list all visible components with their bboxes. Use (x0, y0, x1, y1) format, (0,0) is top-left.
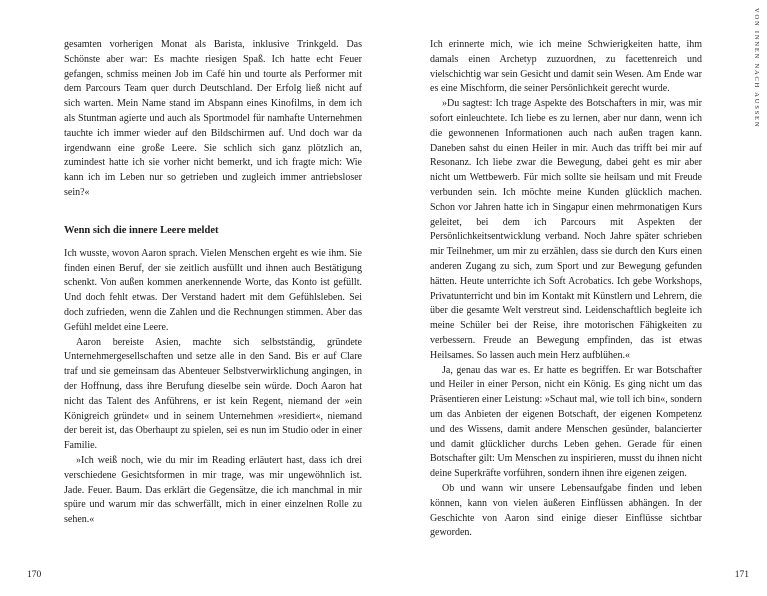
running-header: VON INNEN NACH AUSSEN (753, 8, 760, 129)
left-paragraph-1: Ich wusste, wovon Aaron sprach. Vielen Menschen ergeht es wie ihm. Sie finden einen Beruf, der sie zeitlich ausfüllt und ihnen auch Bestätigung schenkt. Von außen kommen anerkennende Worte, das Konto ist gefüllt. Und doch fehlt etwas. Der Verstand hadert mit dem Gefühlsleben. Sei doch zufrieden, wenn die Zahlen und die Rechnungen stimmen. Aber das Gefühl meldet eine Leere. (64, 247, 362, 333)
left-intro-paragraph: gesamten vorherigen Monat als Barista, inklusive Trinkgeld. Das Schönste aber war: Es machte riesigen Spaß. Ich hatte echt Feuer gefangen, schmiss meinen Job im Café hin und tourte als Performer mit dem Parcours Team quer durch Deutschland. Der Erfolg ließ nicht auf sich warten. Mein Name stand im Abspann eines Kinofilms, in dem ich als Stuntman agierte und auch als Sportmodel für namhafte Unternehmen tauchte ich immer wieder auf den Bildschirmen auf. Und doch war da irgendwann eine große Leere. Sie schlich sich ganz plötzlich an, zumindest hatte ich sie vorher nicht bemerkt, und ich fragte mich: Wie kann ich im Leben nur so getrieben und zugleich immer antriebsloser sein?« (64, 39, 362, 198)
page-left (64, 38, 362, 528)
page-number-left: 170 (27, 570, 42, 580)
section-heading: Wenn sich die innere Leere meldet (64, 224, 219, 236)
right-paragraph-2: »Du sagtest: Ich trage Aspekte des Botschafters in mir, was mir sofort einleuchtete. Ich liebe es zu lernen, aber nur dann, wenn ich die gewonnenen Informationen auch nach außen tragen kann. Daneben sahst du einen Heiler in mir. Auch das trifft bei mir auf Resonanz. Ich liebe zwar die Bewegung, dabei geht es mir aber nicht um Wettbewerb. Für mich sollte sie heilsam und mit Freude verbunden sein. Ich möchte meine Kunden glücklich machen. Schon vor Jahren hatte ich in Singapur einen mehrmonatigen Kurs geleitet, bei dem ich Parcours mit Aspekten der Persönlichkeitsentwicklung verband. Noch Jahre später schrieben mir Teilnehmer, um mir zu erzählen, dass sie durch den Kurs einen anderen Zugang zu sich, zum Sport und zur Bewegung gefunden hätten. Heute unterrichte ich Soft Acrobatics. Ich gebe Workshops, Privatunterricht und bin im Kontakt mit Künstlern und Lehrern, die über die gesamte Welt verstreut sind. Leidenschaftlich begleite ich meine Schüler bei der Reise, ihre motorischen Fähigkeiten zu verbessern. Freude an Bewegung empfinden, das ist etwas Heilsames. So lassen auch mein Herz aufblühen.« (430, 98, 702, 361)
right-paragraph-1: Ich erinnerte mich, wie ich meine Schwierigkeiten hatte, ihm damals einen Archetyp zuzuordnen, zu facettenreich und vielschichtig war sein Gesicht und damit sein Wesen. Am Ende war es eine Mischform, die seiner Persönlichkeit gerecht wurde. (430, 39, 702, 95)
page-right (430, 38, 702, 541)
left-paragraph-3: »Ich weiß noch, wie du mir im Reading erläutert hast, dass ich drei verschiedene Gesichtsformen in mir trage, was mir ungewöhnlich ist. Jade. Feuer. Baum. Das erklärt die Gegensätze, die ich manchmal in mir spüre und warum mir das schwerfällt, mich in einer einzelnen Rolle zu sehen.« (64, 454, 362, 526)
right-paragraph-4: Ob und wann wir unsere Lebensaufgabe finden und leben können, kann von vielen äußeren Einflüssen abhängen. In der Geschichte von Aaron sind einige dieser Einflüsse sichtbar geworden. (430, 482, 702, 539)
left-paragraph-2: Aaron bereiste Asien, machte sich selbstständig, gründete Unternehmergesellschaften und setze alle in den Sand. Bis er auf Clare traf und sie gemeinsam das Abenteuer Selbstverwirklichung angingen, in der Hoffnung, dass ihre Berufung dieselbe sein würde. Doch Aaron hat nicht das Talent des Anführens, er ist kein Regent, niemand der »ein Königreich gründet« und in seinem Unternehmen »residiert«, niemand der bereit ist, das Oberhaupt zu spielen, sei es nun im Studio oder in einer Familie. (64, 336, 362, 452)
page-number-right: 171 (734, 570, 749, 580)
right-paragraph-3: Ja, genau das war es. Er hatte es begriffen. Er war Botschafter und Heiler in einer Person, nicht ein König. Es ging nicht um das Präsentieren einer Leistung: »Schaut mal, wie toll ich bin«, sondern um das Anbieten der eigenen Botschaft, der eigenen Kompetenz und des Wissens, damit andere Menschen gesünder, balancierter und damit glücklicher durchs Leben gehen. Gerade für einen Botschafter gilt: Um Menschen zu inspirieren, musst du ihnen nicht deine Superkräfte vorführen, sondern ihnen ihre eigenen zeigen. (430, 364, 702, 480)
